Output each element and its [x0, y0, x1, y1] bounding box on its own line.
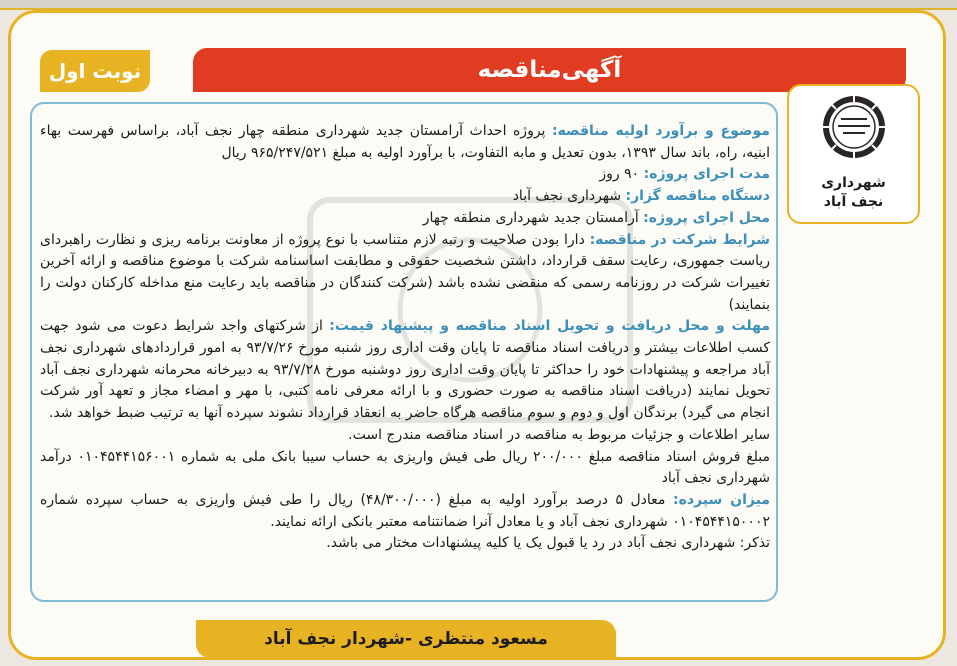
deadline-text: از شرکتهای واجد شرایط دعوت می شود جهت کسب اطلاعات بیشتر و دریافت اسناد مناقصه تا پایان وقت اداری روز شنبه مورخ ۹۳/۷/۲۶ به امور قراردادهای شهرداری نجف آباد مراجعه و پیشنهادات خود را حداکثر تا پایان وقت اداری روز دوشنبه مورخ ۹۳/۷/۲۸ به دبیرخانه محرمانه شهرداری نجف آباد تحویل نمایند (دریافت اسناد مناقصه به صورت حضوری و با ارائه معرفی نامه کتبی، با مهر و امضاء مجاز و تعهد آور شرکت انجام می گیرد) برندگان اول و دوم و سوم مناقصه هرگاه حاضر به انعقاد قرارداد نشوند سپرده آنها به ترتیب ضبط خواهد شد. — [40, 318, 770, 422]
conditions-paragraph — [40, 230, 770, 317]
round-badge: نوبت اول — [40, 50, 150, 92]
location-label: محل اجرای پروژه: — [643, 209, 770, 226]
deposit-text: معادل ۵ درصد برآورد اولیه به مبلغ (۴۸/۳۰۰/۰۰۰) ریال را طی فیش واریزی به حساب سپرده شماره ۰۱۰۴۵۴۴۱۵۰۰۰۲ شهرداری نجف آباد و یا معادل آنرا ضمانتنامه معتبر بانکی ارائه نمایند. — [40, 491, 770, 530]
subject-paragraph — [40, 121, 770, 164]
organizer-label: دستگاه مناقصه گزار: — [625, 188, 770, 205]
subject-text: پروژه احداث آرامستان جدید شهرداری منطقه چهار نجف آباد، براساس فهرست بهاء ابنیه، راه، باند سال ۱۳۹۳، بدون تعدیل و مابه التفاوت، با برآورد اولیه به مبلغ ۹۶۵/۲۴۷/۵۲۱ ریال — [40, 123, 770, 161]
organization-name-line2: نجف آباد — [823, 194, 884, 210]
deposit-label: میزان سپرده: — [672, 491, 770, 508]
organization-logo-box — [787, 84, 920, 224]
location-text: آرامستان جدید شهرداری منطقه چهار — [422, 209, 644, 226]
conditions-label: شرایط شرکت در مناقصه: — [589, 231, 770, 248]
organizer-text: شهرداری نجف آباد — [512, 188, 626, 205]
organizer-paragraph — [40, 186, 770, 208]
deposit-paragraph — [40, 490, 770, 533]
organization-name — [789, 174, 918, 212]
page-top-strip — [0, 0, 957, 10]
deadline-label: مهلت و محل دریافت و تحویل اسناد مناقصه و پیشنهاد قیمت: — [329, 318, 770, 335]
municipality-seal-icon — [821, 94, 887, 160]
document-price-paragraph: مبلغ فروش اسناد مناقصه مبلغ ۲۰۰/۰۰۰ ریال طی فیش واریزی به حساب سیبا بانک ملی به شماره ۰۱۰۴۵۴۴۱۵۶۰۰۱ درآمد شهرداری نجف آباد — [40, 448, 771, 487]
duration-label: مدت اجرای پروژه: — [643, 166, 770, 183]
organization-name-line1: شهرداری — [821, 175, 886, 191]
conditions-text: دارا بودن صلاحیت و رتبه لازم متناسب با نوع پروژه از معاونت برنامه ریزی و نظارت راهبردای ریاست جمهوری، رعایت سقف قرارداد، داشتن شخصیت حقوقی و مطابقت اساسنامه شرکت با موضوع مناقصه و ارائه آخرین تغییرات شرکت در روزنامه رسمی که منقضی نشده باشد (شرکت کنندگان در مناقصه باید رعایت منع مداخله کارکنان دولت را بنمایند) — [40, 231, 770, 313]
note-paragraph: تذکر: شهرداری نجف آباد در رد یا قبول یک یا کلیه پیشنهادات مختار می باشد. — [326, 535, 770, 552]
notice-title: آگهی‌مناقصه — [193, 48, 906, 92]
other-info-paragraph: سایر اطلاعات و جزئیات مربوط به مناقصه در اسناد مناقصه مندرج است. — [348, 426, 770, 443]
deadline-paragraph — [40, 316, 770, 425]
duration-paragraph — [40, 164, 770, 186]
subject-label: موضوع و برآورد اولیه مناقصه: — [551, 123, 770, 139]
notice-body — [40, 121, 770, 555]
duration-text: ۹۰ روز — [599, 166, 644, 183]
signature: مسعود منتظری -شهردار نجف آباد — [196, 620, 616, 658]
location-paragraph — [40, 208, 770, 230]
